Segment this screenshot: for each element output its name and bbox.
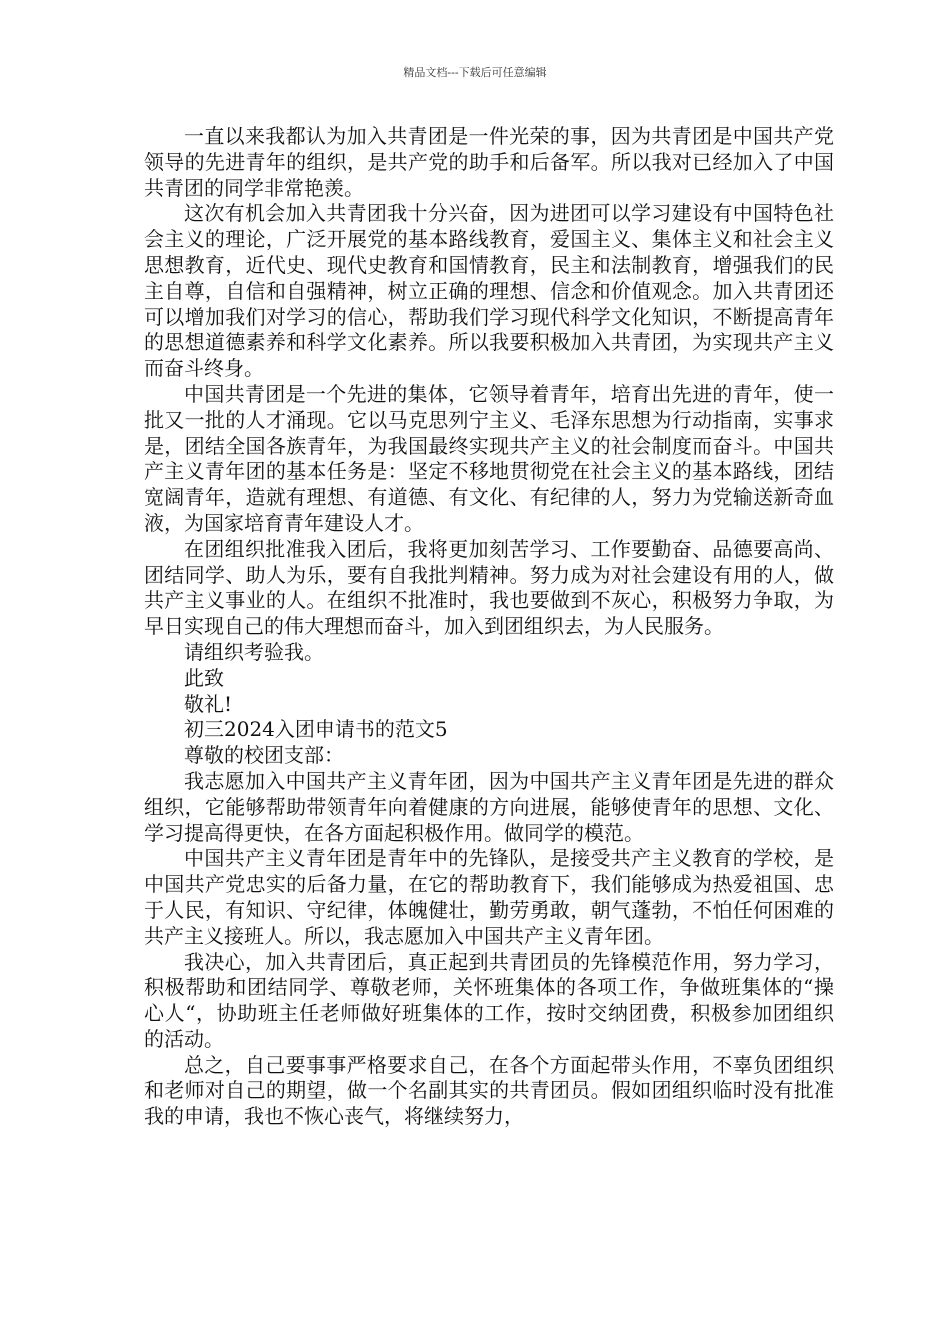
salutation-regards: 敬礼! [184,691,233,716]
page-header: 精品文档---下载后可任意编辑 [403,66,547,79]
paragraph: 这次有机会加入共青团我十分兴奋，因为进团可以学习建设有中国特色社会主义的理论，广泛开展党的基本路线教育，爱国主义、集体主义和社会主义思想教育，近代史、现代史教育和国情教育，民主和法制教育，增强我们的民主自尊，自信和自强精神，树立正确的理想、信念和价值观念。加入共青团还可以增加我们对学习的信心，帮助我们学习现代科学文化知识，不断提高青年的思想道德素养和科学文化素养。所以我要积极加入共青团，为实现共产主义而奋斗终身。 [144,201,834,381]
paragraph: 总之，自己要事事严格要求自己，在各个方面起带头作用，不辜负团组织和老师对自己的期望，做一个名副其实的共青团员。假如团组织临时没有批准我的申请，我也不恢心丧气，将继续努力， [144,1052,834,1129]
paragraph: 中国共产主义青年团是青年中的先锋队，是接受共产主义教育的学校，是中国共产党忠实的后备力量，在它的帮助教育下，我们能够成为热爱祖国、忠于人民，有知识、守纪律，体魄健壮，勤劳勇敢，朝气蓬勃，不怕任何困难的共产主义接班人。所以，我志愿加入中国共产主义青年团。 [144,846,834,948]
salutation-greeting: 尊敬的校团支部： [184,743,344,768]
paragraph: 中国共青团是一个先进的集体，它领导着青年，培育出先进的青年，使一批又一批的人才涌现。它以马克思列宁主义、毛泽东思想为行动指南，实事求是，团结全国各族青年，为我国最终实现共产主义的社会制度而奋斗。中国共产主义青年团的基本任务是：坚定不移地贯彻党在社会主义的基本路线，团结宽阔青年，造就有理想、有道德、有文化、有纪律的人，努力为党输送新奇血液，为国家培育青年建设人才。 [144,381,834,535]
salutation-closing: 此致 [184,665,224,690]
paragraph: 一直以来我都认为加入共青团是一件光荣的事，因为共青团是中国共产党领导的先进青年的组织，是共产党的助手和后备军。所以我对已经加入了中国共青团的同学非常艳羡。 [144,124,834,200]
document-body [144,124,834,1130]
paragraph: 请组织考验我。 [184,639,324,664]
paragraph: 我志愿加入中国共产主义青年团，因为中国共产主义青年团是先进的群众组织，它能够帮助带领青年向着健康的方向进展，能够使青年的思想、文化、学习提高得更快，在各方面起积极作用。做同学的模范。 [144,768,834,845]
paragraph: 我决心，加入共青团后，真正起到共青团员的先锋模范作用，努力学习，积极帮助和团结同学、尊敬老师，关怀班集体的各项工作，争做班集体的“操心人“，协助班主任老师做好班集体的工作，按时交纳团费，积极参加团组织的活动。 [144,949,834,1051]
paragraph: 在团组织批准我入团后，我将更加刻苦学习、工作要勤奋、品德要高尚、团结同学、助人为乐，要有自我批判精神。努力成为对社会建设有用的人，做共产主义事业的人。在组织不批准时，我也要做到不灰心，积极努力争取，为早日实现自己的伟大理想而奋斗，加入到团组织去，为人民服务。 [144,536,834,639]
section-title: 初三2024入团申请书的范文5 [184,717,448,742]
